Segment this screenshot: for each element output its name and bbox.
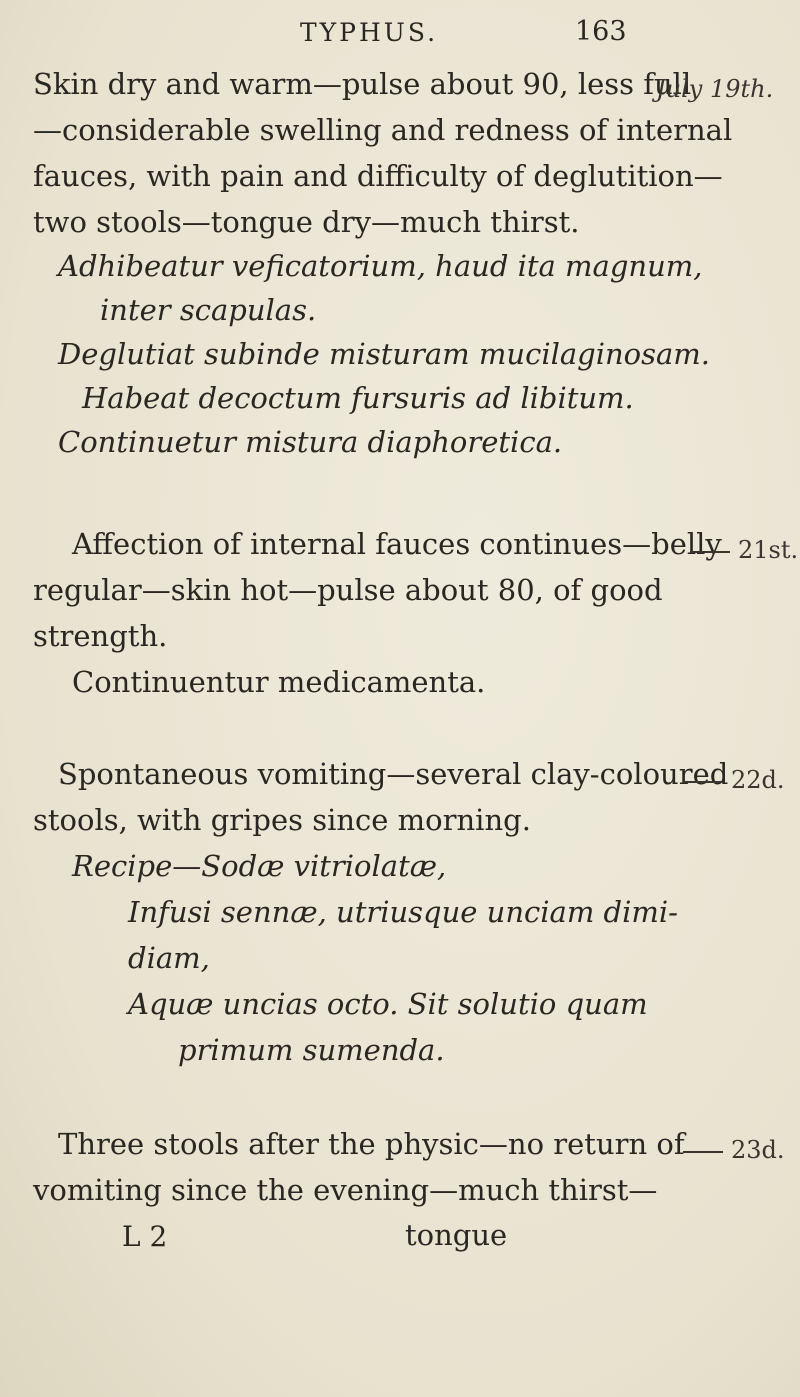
text-line: two stools—tongue dry—much thirst. [33, 205, 580, 239]
text-line: regular—skin hot—pulse about 80, of good [33, 573, 663, 607]
text-line: Spontaneous vomiting—several clay-coloured [58, 757, 729, 791]
text-line: strength. [33, 619, 168, 653]
text-line: —considerable swelling and redness of internal [33, 113, 733, 147]
text-line: vomiting since the evening—much thirst— [33, 1173, 658, 1207]
text-line: Aquæ uncias octo. Sit solutio quam [128, 987, 648, 1021]
date-note: 23d. [683, 1136, 785, 1164]
text-line: Deglutiat subinde misturam mucilaginosam. [58, 337, 711, 371]
date-note: 22d. [683, 766, 785, 794]
text-line: Infusi sennæ, utriusque unciam dimi- [128, 895, 678, 929]
text-line: Recipe—Sodæ vitriolatæ, [72, 849, 447, 883]
date-rule [683, 1151, 723, 1153]
text-line: Continuentur medicamenta. [72, 665, 486, 699]
catchword: tongue [405, 1218, 508, 1252]
date-note: July 19th. [656, 75, 774, 103]
text-line: Skin dry and warm—pulse about 90, less full [33, 67, 692, 101]
text-line: Affection of internal fauces continues—belly [72, 527, 722, 561]
text-line: stools, with gripes since morning. [33, 803, 531, 837]
text-line: Adhibeatur veficatorium, haud ita magnum, [58, 249, 703, 283]
date-note: 21st. [690, 536, 798, 564]
text-line: primum sumenda. [178, 1033, 445, 1067]
text-line: diam, [128, 941, 210, 975]
date-rule [683, 781, 723, 783]
date-rule [690, 551, 730, 553]
running-title: TYPHUS. [300, 18, 439, 47]
text-line: Three stools after the physic—no return of [58, 1127, 685, 1161]
signature-mark: L 2 [122, 1220, 168, 1253]
text-line: Habeat decoctum fursuris ad libitum. [82, 381, 634, 415]
text-line: Continuetur mistura diaphoretica. [58, 425, 563, 459]
text-line: inter scapulas. [100, 293, 317, 327]
page-number: 163 [575, 16, 627, 47]
text-line: fauces, with pain and difficulty of deglutition— [33, 159, 723, 193]
